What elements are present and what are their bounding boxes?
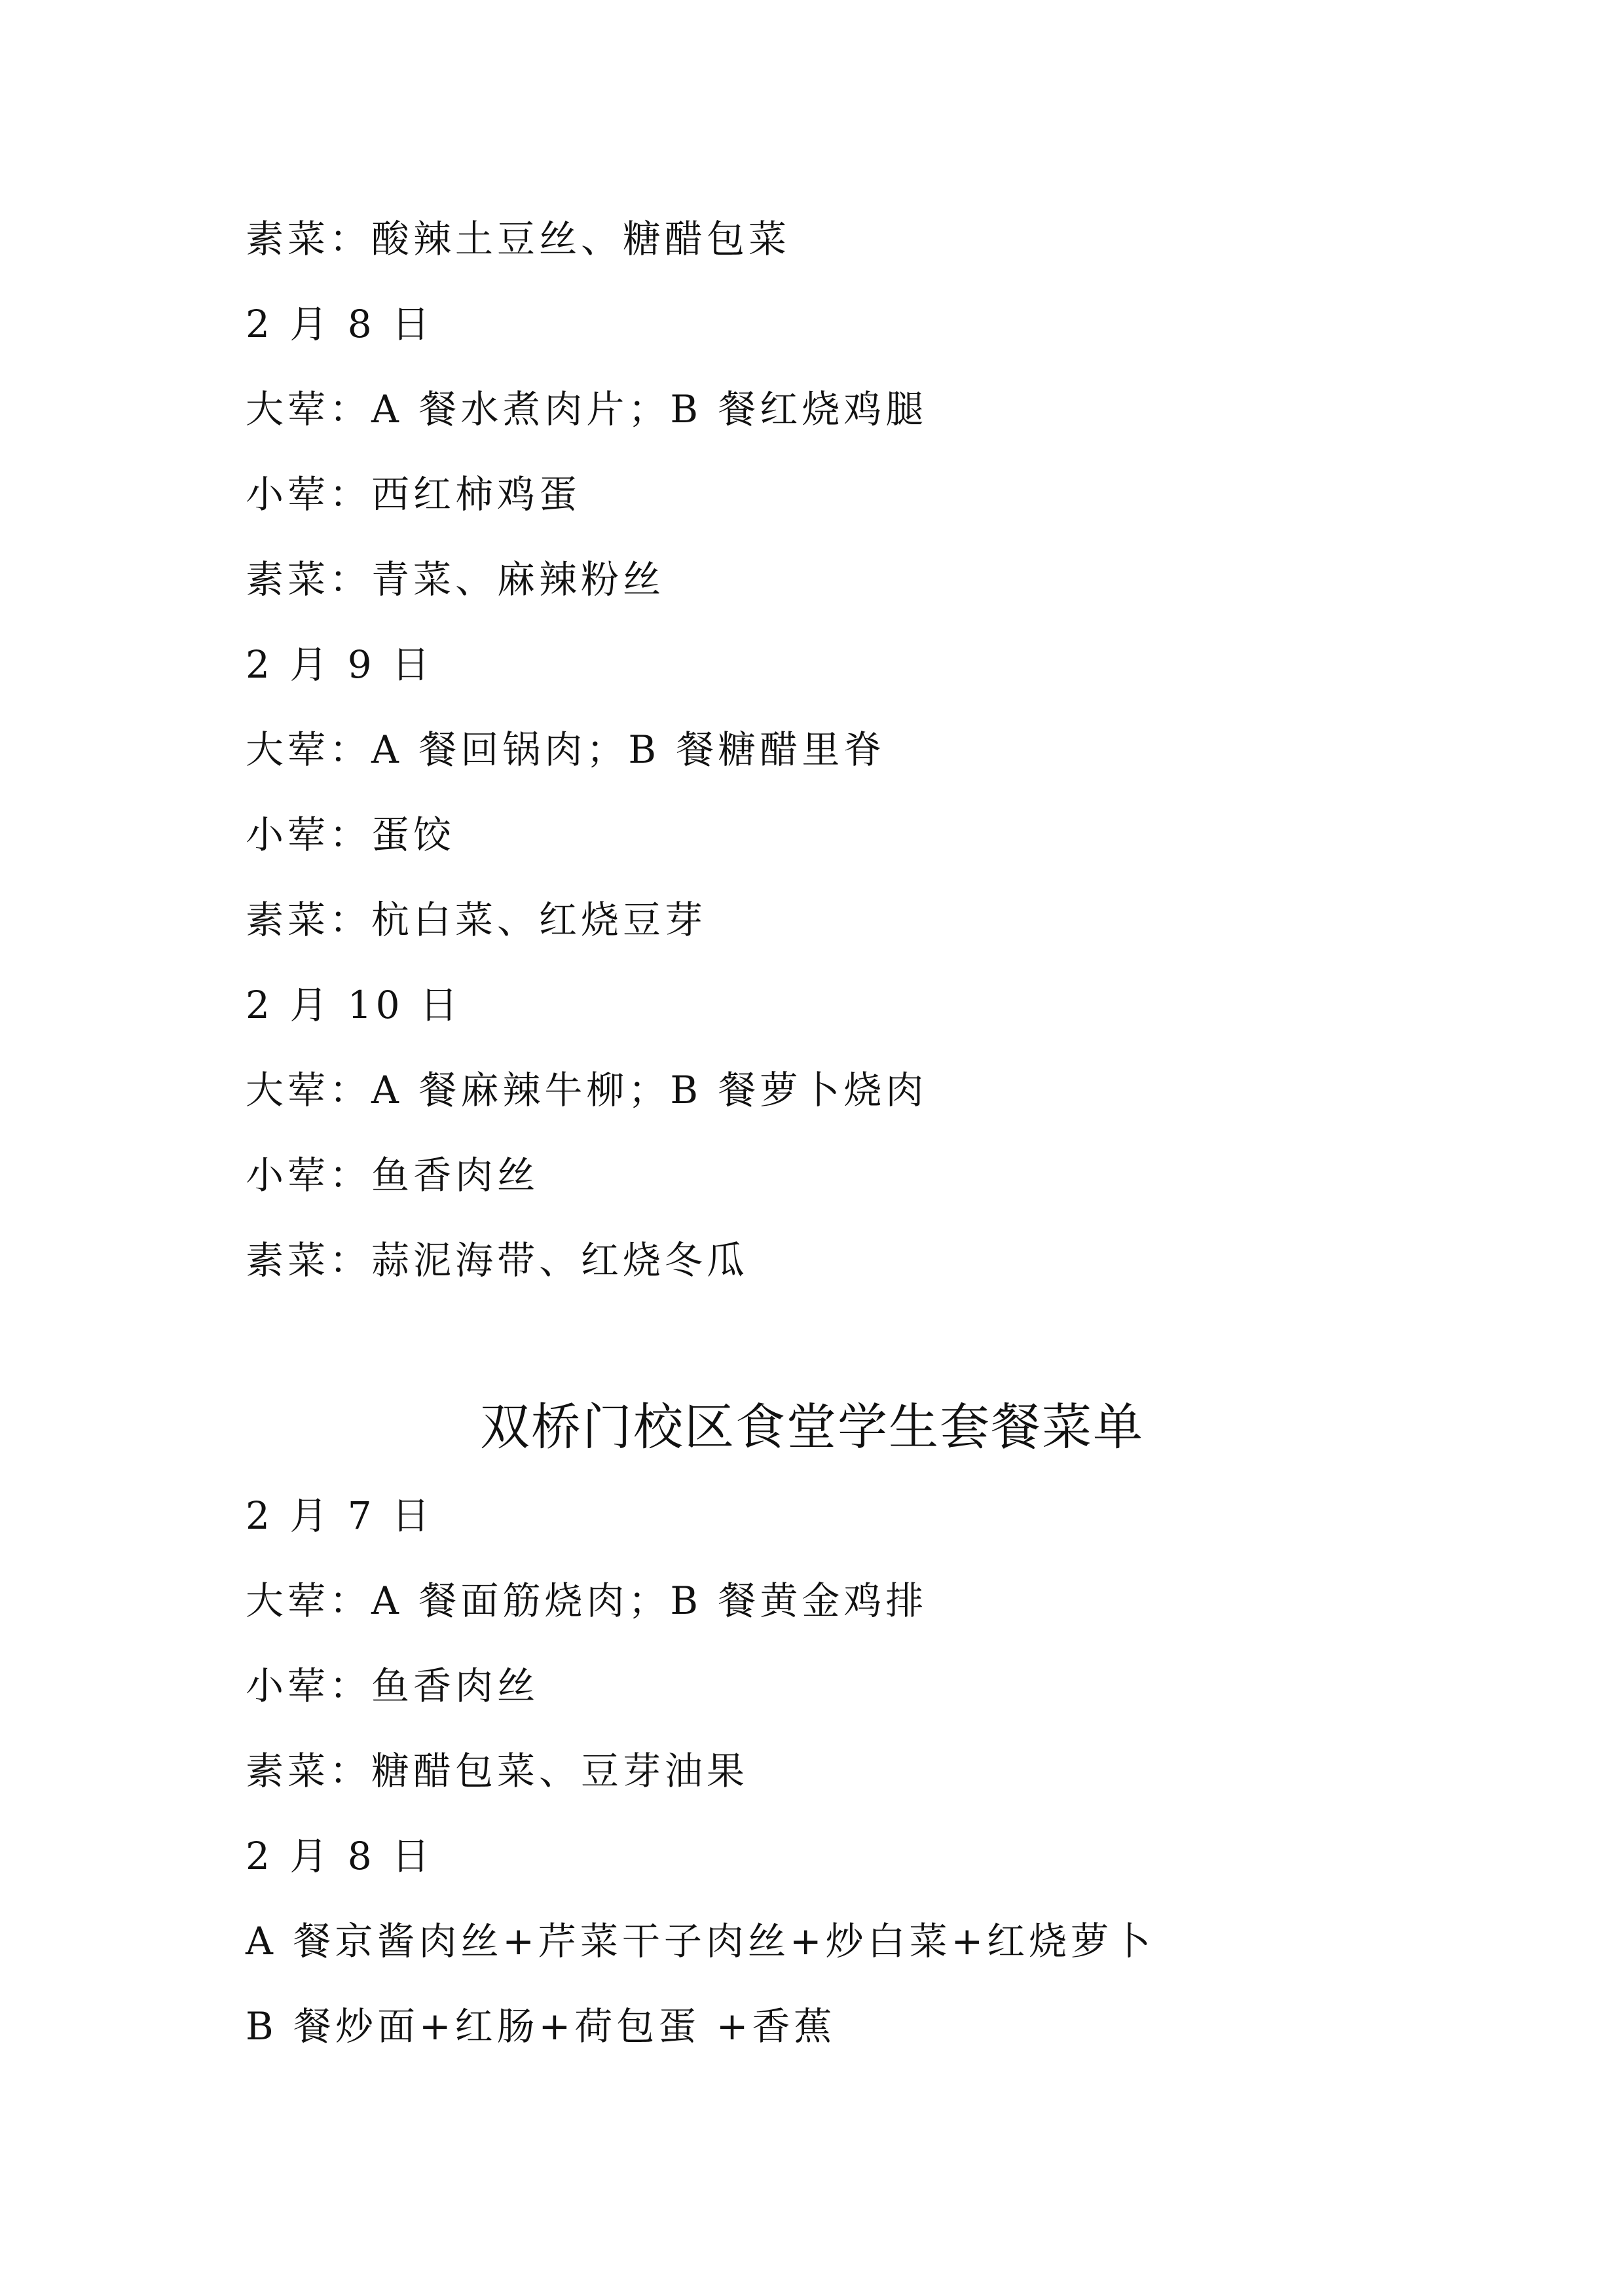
menu-line: 素菜：青菜、麻辣粉丝 [246,557,665,602]
menu-line: 大荤：A 餐回锅肉；B 餐糖醋里脊 [246,727,886,772]
date-heading: 2 月 8 日 [246,302,434,346]
menu-line: 大荤：A 餐水煮肉片；B 餐红烧鸡腿 [246,387,928,431]
menu-line: 小荤：西红柿鸡蛋 [246,472,581,517]
menu-line: 大荤：A 餐面筋烧肉；B 餐黄金鸡排 [246,1578,928,1623]
menu-line: 大荤：A 餐麻辣牛柳；B 餐萝卜烧肉 [246,1068,928,1112]
menu-line: 素菜：蒜泥海带、红烧冬瓜 [246,1238,749,1283]
menu-line: 素菜：酸辣土豆丝、糖醋包菜 [246,217,791,261]
section-title: 双桥门校区食堂学生套餐菜单 [480,1398,1144,1456]
menu-line: B 餐炒面+红肠+荷包蛋 +香蕉 [246,2004,836,2049]
date-heading: 2 月 8 日 [246,1834,434,1878]
menu-line: 小荤：蛋饺 [246,812,456,857]
menu-line: 素菜：杭白菜、红烧豆芽 [246,898,707,942]
date-heading: 2 月 10 日 [246,983,462,1027]
menu-line: 小荤：鱼香肉丝 [246,1664,540,1708]
menu-line: 素菜：糖醋包菜、豆芽油果 [246,1749,749,1793]
date-heading: 2 月 9 日 [246,642,434,687]
date-heading: 2 月 7 日 [246,1493,434,1538]
menu-line: 小荤：鱼香肉丝 [246,1153,540,1197]
menu-line: A 餐京酱肉丝+芹菜干子肉丝+炒白菜+红烧萝卜 [246,1919,1155,1963]
